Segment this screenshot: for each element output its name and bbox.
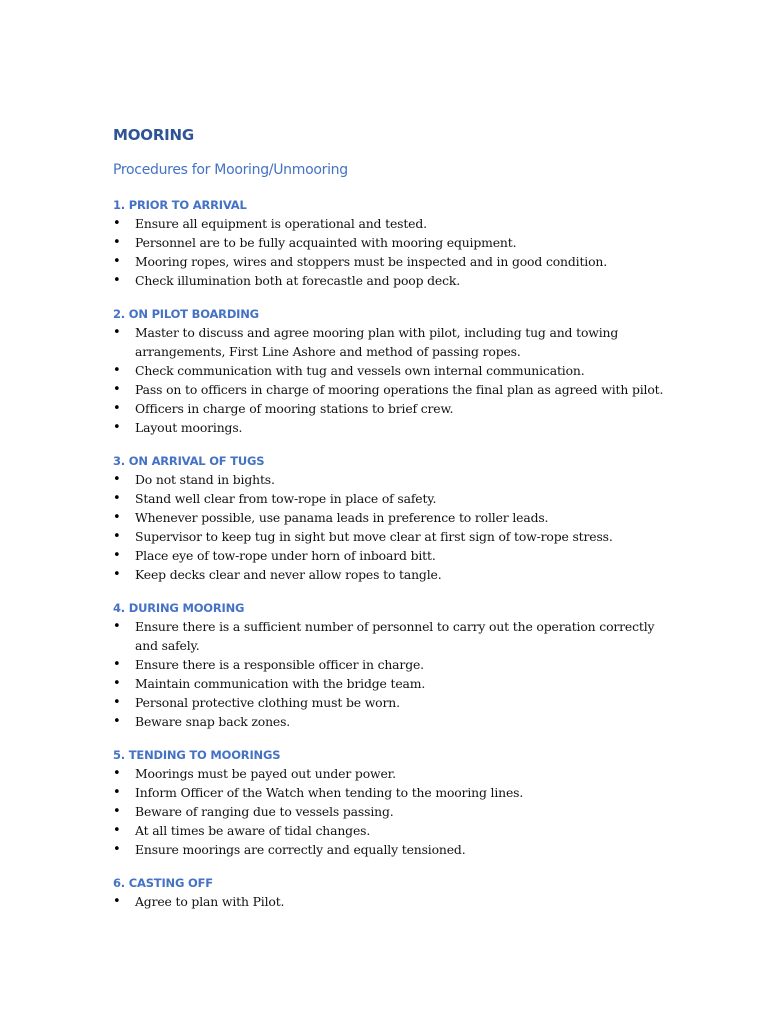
list-item-text: Ensure moorings are correctly and equally tensioned. bbox=[135, 842, 466, 857]
bullet-icon: • bbox=[113, 472, 121, 487]
list-item-text: Officers in charge of mooring stations to brief crew. bbox=[135, 401, 454, 416]
list-item-text: Keep decks clear and never allow ropes to tangle. bbox=[135, 567, 442, 582]
section-heading: 4. DURING MOORING bbox=[113, 601, 245, 615]
bullet-list bbox=[113, 617, 673, 731]
bullet-icon: • bbox=[113, 325, 121, 340]
list-item bbox=[113, 546, 673, 565]
list-item bbox=[113, 693, 673, 712]
bullet-icon: • bbox=[113, 273, 121, 288]
list-item bbox=[113, 892, 673, 911]
bullet-icon: • bbox=[113, 766, 121, 781]
document-subtitle: Procedures for Mooring/Unmooring bbox=[113, 162, 348, 178]
bullet-icon: • bbox=[113, 842, 121, 857]
bullet-icon: • bbox=[113, 676, 121, 691]
list-item-text: Check communication with tug and vessels own internal communication. bbox=[135, 363, 585, 378]
bullet-list bbox=[113, 764, 673, 859]
bullet-icon: • bbox=[113, 804, 121, 819]
section-heading: 6. CASTING OFF bbox=[113, 876, 213, 890]
list-item bbox=[113, 821, 673, 840]
bullet-icon: • bbox=[113, 714, 121, 729]
bullet-icon: • bbox=[113, 254, 121, 269]
bullet-icon: • bbox=[113, 785, 121, 800]
bullet-icon: • bbox=[113, 235, 121, 250]
list-item bbox=[113, 527, 673, 546]
bullet-list bbox=[113, 323, 673, 437]
list-item-text: Pass on to officers in charge of mooring operations the final plan as agreed with pilot. bbox=[135, 382, 664, 397]
section-during-mooring bbox=[113, 599, 673, 731]
list-item bbox=[113, 399, 673, 418]
section-on-pilot-boarding bbox=[113, 305, 673, 437]
bullet-icon: • bbox=[113, 420, 121, 435]
list-item bbox=[113, 712, 673, 731]
bullet-list bbox=[113, 892, 673, 911]
bullet-icon: • bbox=[113, 401, 121, 416]
section-on-arrival-of-tugs bbox=[113, 452, 673, 584]
section-heading: 2. ON PILOT BOARDING bbox=[113, 307, 259, 321]
list-item bbox=[113, 565, 673, 584]
list-item-text: Beware snap back zones. bbox=[135, 714, 291, 729]
list-item-text: Master to discuss and agree mooring plan with pilot, including tug and towing arrangements, First Line Ashore and method of passing ropes. bbox=[135, 325, 619, 359]
section-prior-to-arrival bbox=[113, 196, 673, 290]
list-item bbox=[113, 361, 673, 380]
bullet-icon: • bbox=[113, 657, 121, 672]
list-item-text: Check illumination both at forecastle and poop deck. bbox=[135, 273, 461, 288]
bullet-icon: • bbox=[113, 382, 121, 397]
bullet-icon: • bbox=[113, 619, 121, 634]
list-item-text: Stand well clear from tow-rope in place of safety. bbox=[135, 491, 437, 506]
document-body bbox=[113, 124, 673, 911]
list-item-text: Ensure there is a responsible officer in charge. bbox=[135, 657, 424, 672]
list-item bbox=[113, 323, 673, 361]
bullet-icon: • bbox=[113, 548, 121, 563]
document-title: MOORING bbox=[113, 126, 195, 144]
bullet-icon: • bbox=[113, 894, 121, 909]
list-item-text: Beware of ranging due to vessels passing. bbox=[135, 804, 394, 819]
list-item bbox=[113, 252, 673, 271]
list-item bbox=[113, 617, 673, 655]
bullet-icon: • bbox=[113, 216, 121, 231]
list-item-text: Personnel are to be fully acquainted with mooring equipment. bbox=[135, 235, 517, 250]
list-item-text: Mooring ropes, wires and stoppers must be inspected and in good condition. bbox=[135, 254, 608, 269]
list-item bbox=[113, 508, 673, 527]
list-item bbox=[113, 380, 673, 399]
sections-container bbox=[113, 196, 673, 911]
section-heading: 3. ON ARRIVAL OF TUGS bbox=[113, 454, 265, 468]
list-item bbox=[113, 418, 673, 437]
bullet-list bbox=[113, 214, 673, 290]
bullet-list bbox=[113, 470, 673, 584]
list-item bbox=[113, 840, 673, 859]
list-item-text: Ensure there is a sufficient number of personnel to carry out the operation correctly and safely. bbox=[135, 619, 655, 653]
list-item-text: Personal protective clothing must be worn. bbox=[135, 695, 400, 710]
list-item bbox=[113, 233, 673, 252]
list-item-text: Whenever possible, use panama leads in preference to roller leads. bbox=[135, 510, 549, 525]
section-casting-off bbox=[113, 874, 673, 911]
list-item-text: Do not stand in bights. bbox=[135, 472, 275, 487]
bullet-icon: • bbox=[113, 567, 121, 582]
list-item-text: Layout moorings. bbox=[135, 420, 243, 435]
list-item bbox=[113, 214, 673, 233]
list-item-text: At all times be aware of tidal changes. bbox=[135, 823, 371, 838]
list-item-text: Ensure all equipment is operational and tested. bbox=[135, 216, 427, 231]
section-heading: 5. TENDING TO MOORINGS bbox=[113, 748, 281, 762]
list-item bbox=[113, 271, 673, 290]
list-item bbox=[113, 802, 673, 821]
list-item bbox=[113, 674, 673, 693]
list-item-text: Place eye of tow-rope under horn of inboard bitt. bbox=[135, 548, 436, 563]
list-item-text: Inform Officer of the Watch when tending to the mooring lines. bbox=[135, 785, 524, 800]
bullet-icon: • bbox=[113, 823, 121, 838]
list-item-text: Agree to plan with Pilot. bbox=[135, 894, 285, 909]
list-item bbox=[113, 655, 673, 674]
section-tending-to-moorings bbox=[113, 746, 673, 859]
bullet-icon: • bbox=[113, 695, 121, 710]
list-item-text: Maintain communication with the bridge team. bbox=[135, 676, 426, 691]
bullet-icon: • bbox=[113, 363, 121, 378]
list-item-text: Supervisor to keep tug in sight but move clear at first sign of tow-rope stress. bbox=[135, 529, 613, 544]
list-item bbox=[113, 783, 673, 802]
list-item-text: Moorings must be payed out under power. bbox=[135, 766, 396, 781]
bullet-icon: • bbox=[113, 491, 121, 506]
list-item bbox=[113, 489, 673, 508]
section-heading: 1. PRIOR TO ARRIVAL bbox=[113, 198, 247, 212]
list-item bbox=[113, 470, 673, 489]
list-item bbox=[113, 764, 673, 783]
bullet-icon: • bbox=[113, 529, 121, 544]
bullet-icon: • bbox=[113, 510, 121, 525]
